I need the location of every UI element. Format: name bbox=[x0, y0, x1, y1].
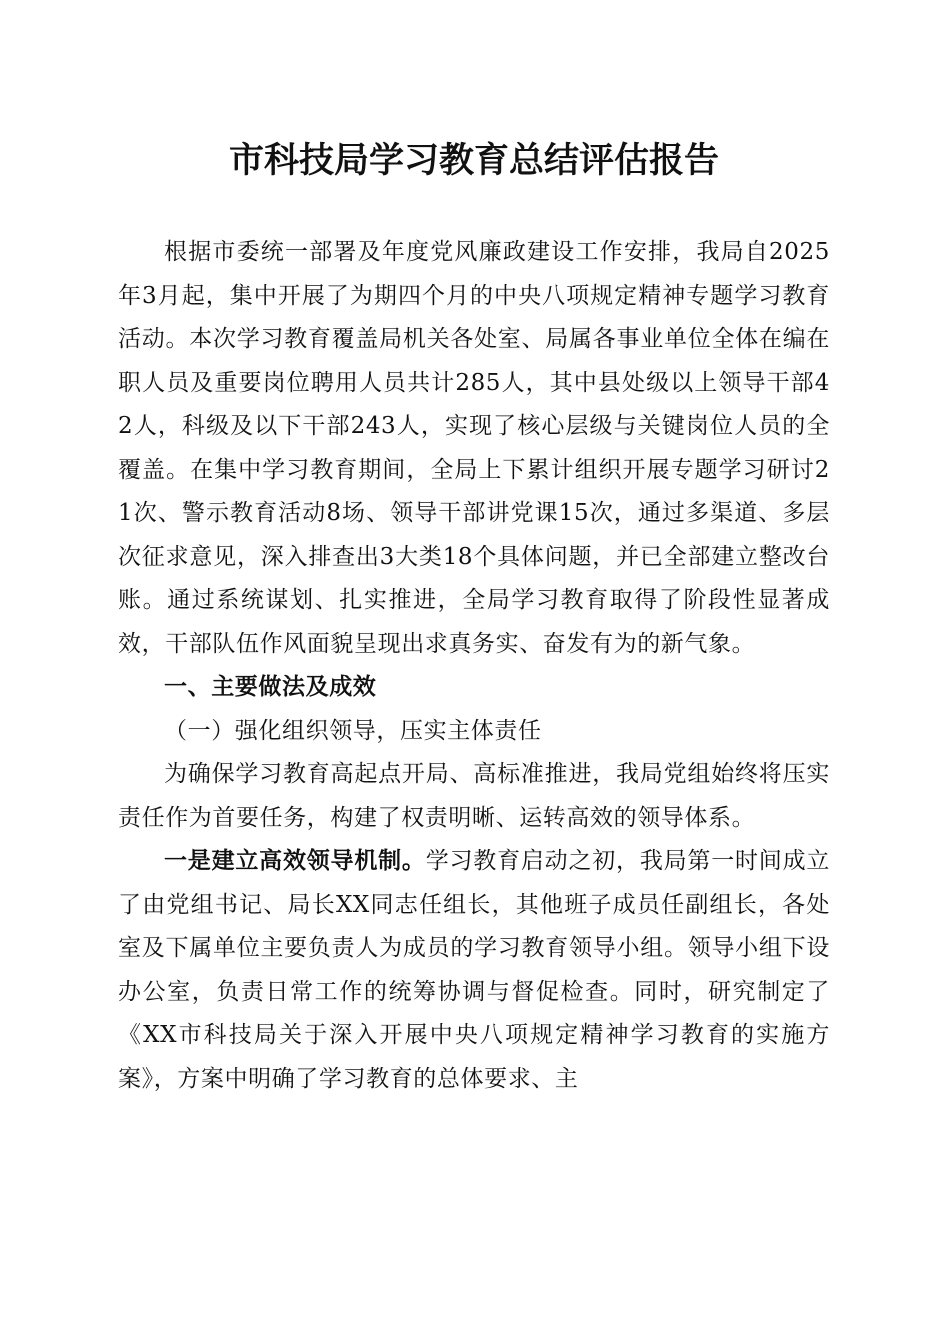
subsection-heading-1: （一）强化组织领导，压实主体责任 bbox=[164, 717, 542, 744]
subsection-paragraph-1: 为确保学习教育高起点开局、高标准推进，我局党组始终将压实责任作为首要任务，构建了权责明晰、运转高效的领导体系。 bbox=[118, 761, 830, 831]
point-lead-1: 一是建立高效领导机制。 bbox=[164, 848, 426, 874]
point-text-1: 学习教育启动之初，我局第一时间成立了由党组书记、局长XX同志任组长，其他班子成员任副组长，各处室及下属单位主要负责人为成员的学习教育领导小组。领导小组下设办公室，负责日常工作的统筹协调与督促检查。同时，研究制定了《XX市科技局关于深入开展中央八项规定精神学习教育的实施方案》，方案中明确了学习教育的总体要求、主 bbox=[118, 848, 830, 1092]
section-heading-1: 一、主要做法及成效 bbox=[164, 674, 377, 700]
intro-paragraph: 根据市委统一部署及年度党风廉政建设工作安排，我局自2025年3月起，集中开展了为期四个月的中央八项规定精神专题学习教育活动。本次学习教育覆盖局机关各处室、局属各事业单位全体在编在职人员及重要岗位聘用人员共计285人，其中县处级以上领导干部42人，科级及以下干部243人，实现了核心层级与关键岗位人员的全覆盖。在集中学习教育期间，全局上下累计组织开展专题学习研讨21次、警示教育活动8场、领导干部讲党课15次，通过多渠道、多层次征求意见，深入排查出3大类18个具体问题，并已全部建立整改台账。通过系统谋划、扎实推进，全局学习教育取得了阶段性显著成效，干部队伍作风面貌呈现出求真务实、奋发有为的新气象。 bbox=[118, 239, 830, 657]
document-body bbox=[118, 231, 830, 1101]
point-paragraph-1 bbox=[118, 840, 830, 1101]
document-title: 市科技局学习教育总结评估报告 bbox=[228, 140, 719, 181]
document-page bbox=[118, 0, 830, 1344]
